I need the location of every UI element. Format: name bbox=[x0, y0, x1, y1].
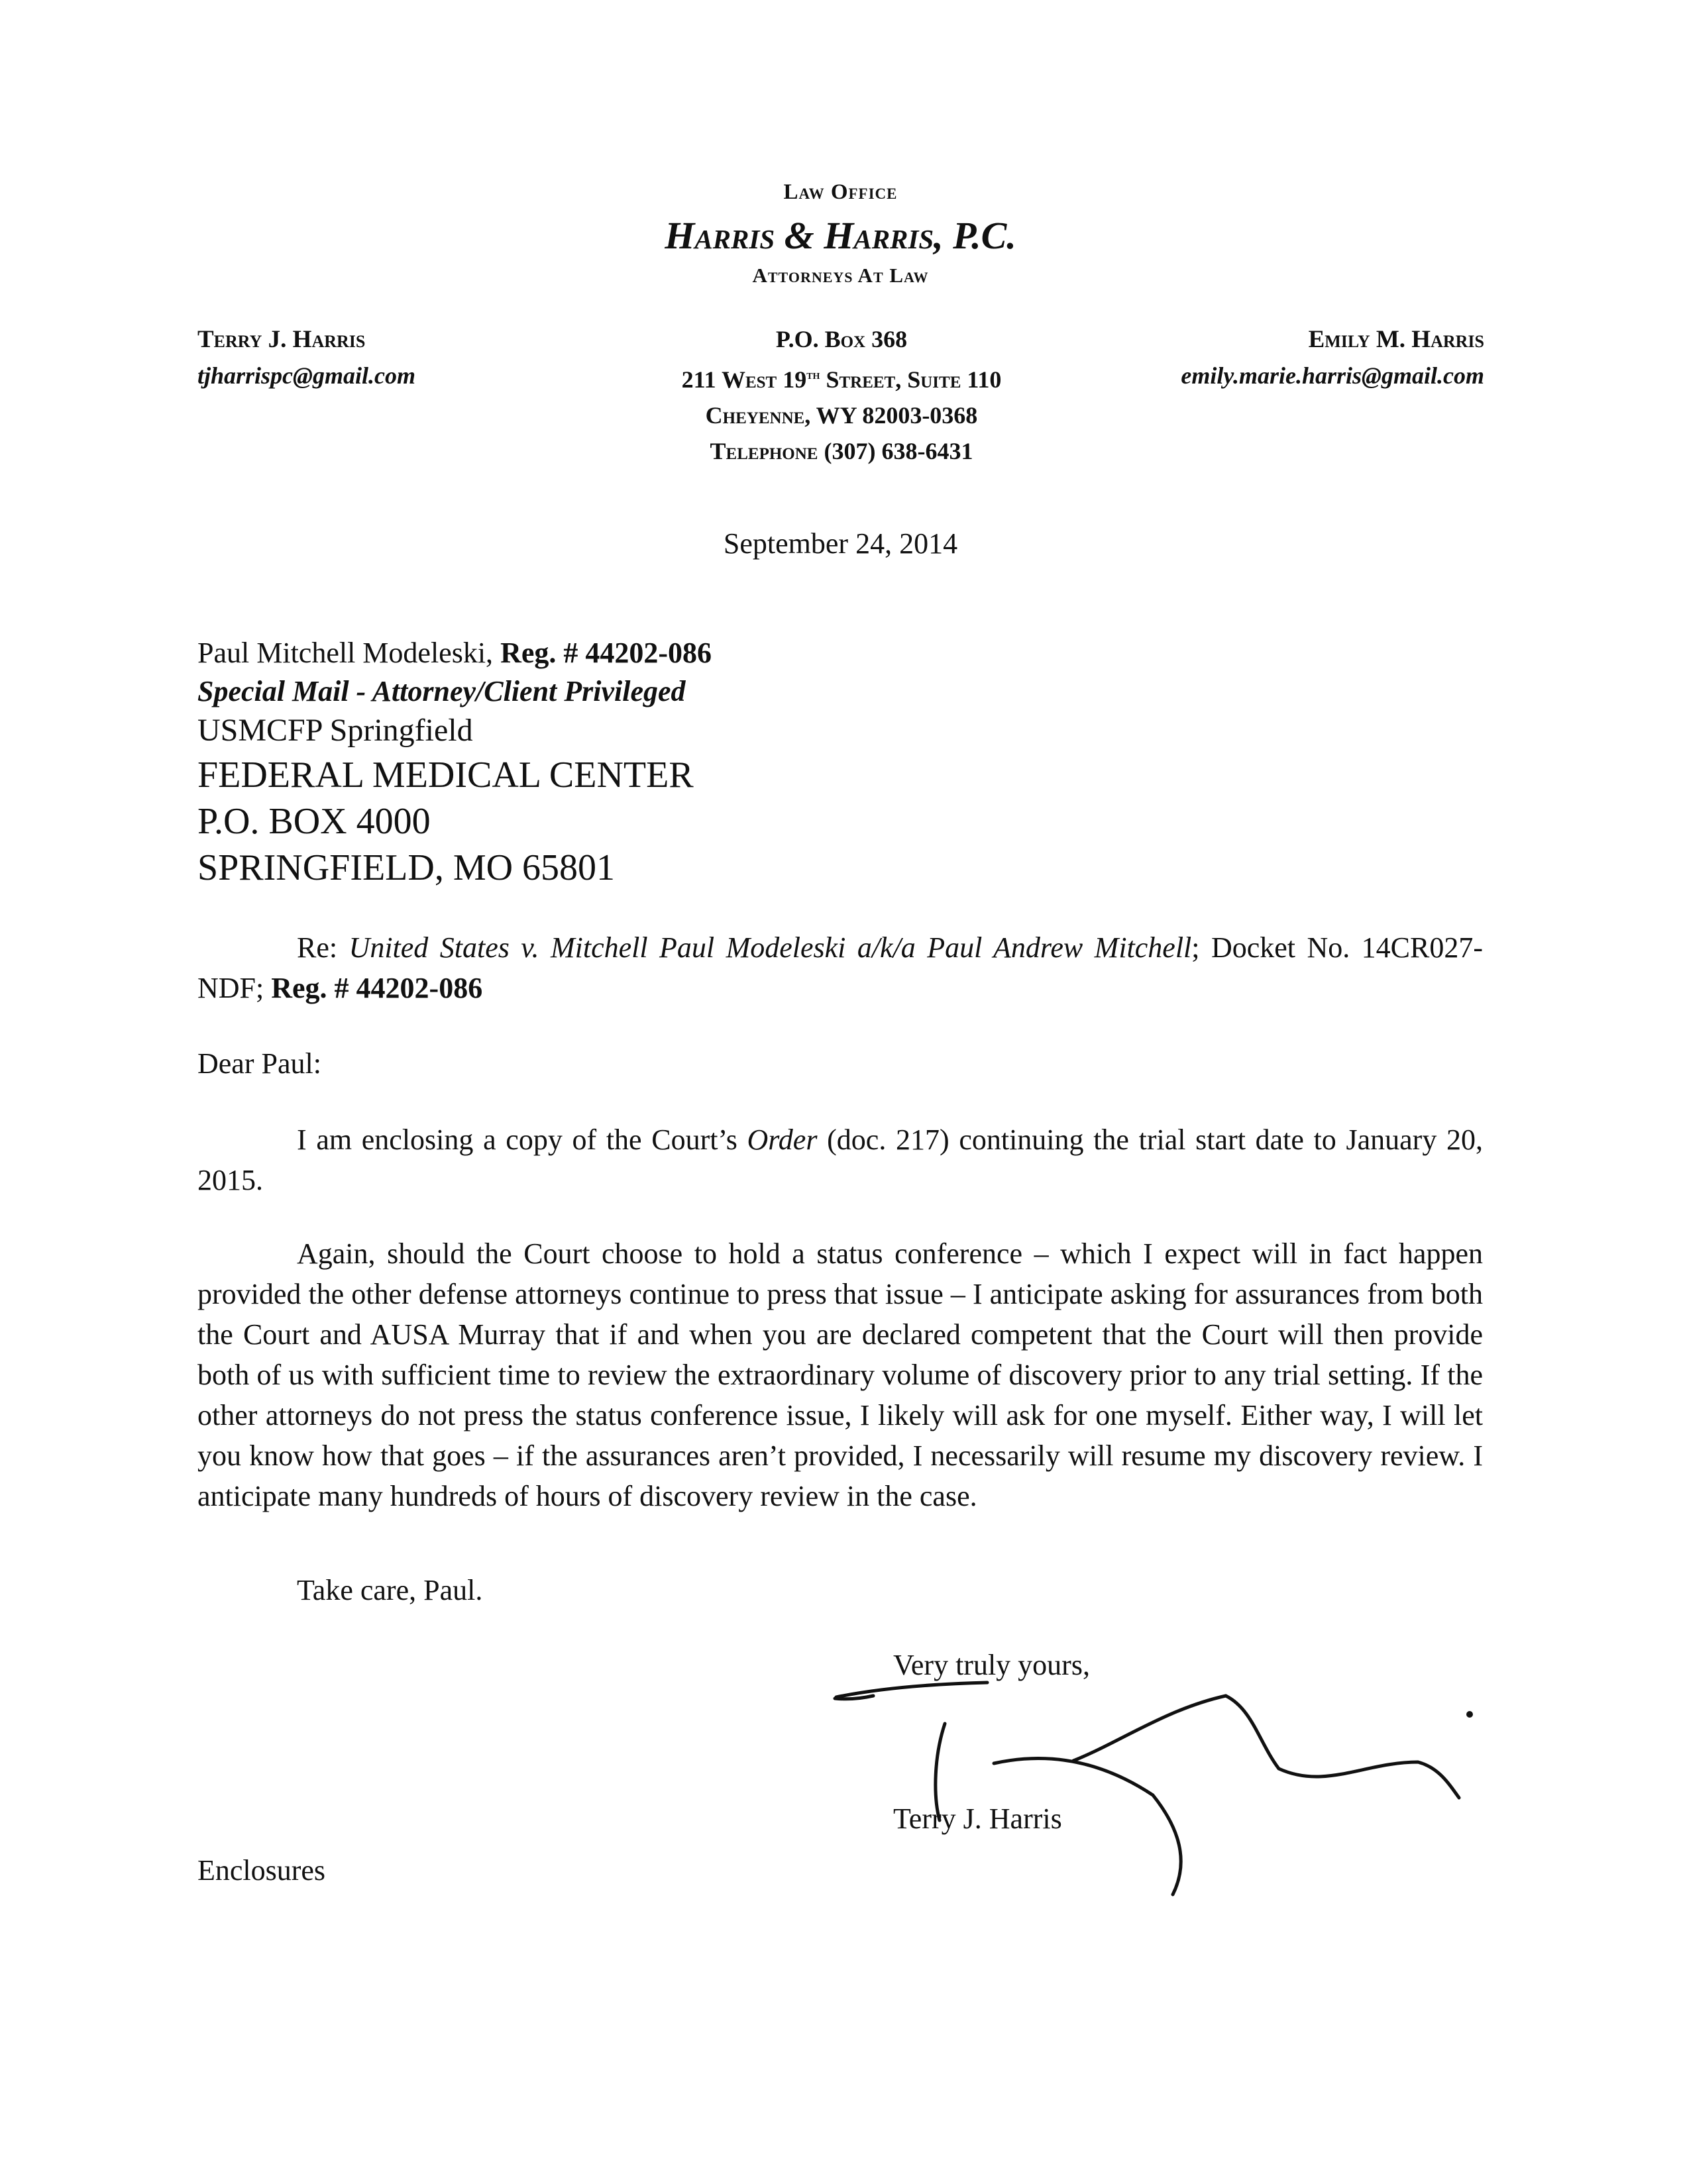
letterhead-subtitle: Attorneys At Law bbox=[752, 264, 929, 287]
attorney-email-emily: emily.marie.harris@gmail.com bbox=[1181, 362, 1484, 389]
letterhead-address-block bbox=[576, 321, 1107, 469]
recipient-name-line bbox=[197, 636, 1456, 670]
enclosures-note: Enclosures bbox=[197, 1854, 326, 1887]
body-paragraph-2: Again, should the Court choose to hold a status conference – which I expect will in fact happen provided the other defense attorneys continue to press that issue – I anticipate asking for assurances from both the Court and AUSA Murray that if and when you are declared competent that the Court will then provide both of us with sufficient time to review the extraordinary volume of discovery prior to any trial setting. If the other attorneys do not press the status conference issue, I likely will ask for one myself. Either way, I will let you know how that goes – if the assurances aren’t provided, I necessarily will resume my discovery review. I anticipate many hundreds of hours of discovery review in the case. bbox=[197, 1237, 1483, 1512]
re-docket: ; Docket No. 14CR027-NDF; bbox=[197, 931, 1484, 1004]
po-box: P.O. Box 368 bbox=[775, 326, 908, 352]
body-paragraph-1 bbox=[197, 1119, 1483, 1200]
letterhead-left-block bbox=[197, 321, 569, 394]
re-reg-number: Reg. # 44202-086 bbox=[271, 972, 483, 1004]
recipient-reg-number: Reg. # 44202-086 bbox=[500, 637, 712, 669]
attorney-name-terry: Terry J. Harris bbox=[197, 326, 366, 353]
salutation: Dear Paul: bbox=[197, 1047, 321, 1080]
street-address-part2: Street, Suite 110 bbox=[820, 366, 1002, 393]
paragraph1-start: I am enclosing a copy of the Court’s bbox=[297, 1123, 747, 1156]
paragraph1-end: (doc. 217) continuing the trial start date to January 20, 2015. bbox=[197, 1123, 1484, 1196]
re-prefix: Re: bbox=[297, 931, 349, 964]
handwritten-signature bbox=[822, 1669, 1497, 1921]
letterhead-right-block bbox=[1087, 321, 1484, 394]
signer-name: Terry J. Harris bbox=[893, 1802, 1062, 1835]
mail-privilege-note: Special Mail - Attorney/Client Privileged bbox=[197, 675, 686, 707]
recipient-center: FEDERAL MEDICAL CENTER bbox=[197, 754, 694, 796]
paragraph1-order: Order bbox=[747, 1123, 818, 1156]
recipient-name: Paul Mitchell Modeleski, bbox=[197, 637, 501, 669]
attorney-email-terry: tjharrispc@gmail.com bbox=[197, 362, 415, 389]
firm-name: Harris & Harris, P.C. bbox=[665, 214, 1016, 257]
recipient-facility: USMCFP Springfield bbox=[197, 713, 473, 748]
street-address-part1: 211 West 19 bbox=[681, 366, 807, 393]
letter-date: September 24, 2014 bbox=[723, 527, 958, 560]
city-state-zip: Cheyenne, WY 82003-0368 bbox=[705, 402, 978, 429]
attorney-name-emily: Emily M. Harris bbox=[1308, 326, 1484, 353]
telephone: Telephone (307) 638-6431 bbox=[710, 438, 973, 464]
recipient-po-box: P.O. BOX 4000 bbox=[197, 801, 431, 842]
letterhead-office: Law Office bbox=[783, 180, 898, 204]
closing-line: Take care, Paul. bbox=[297, 1574, 483, 1606]
street-ordinal: th bbox=[806, 368, 820, 382]
valediction: Very truly yours, bbox=[893, 1649, 1090, 1681]
re-line bbox=[197, 927, 1483, 1008]
re-case-caption: United States v. Mitchell Paul Modeleski a/k/a Paul Andrew Mitchell bbox=[349, 931, 1192, 964]
street-address bbox=[576, 357, 1107, 397]
recipient-city: SPRINGFIELD, MO 65801 bbox=[197, 847, 616, 888]
